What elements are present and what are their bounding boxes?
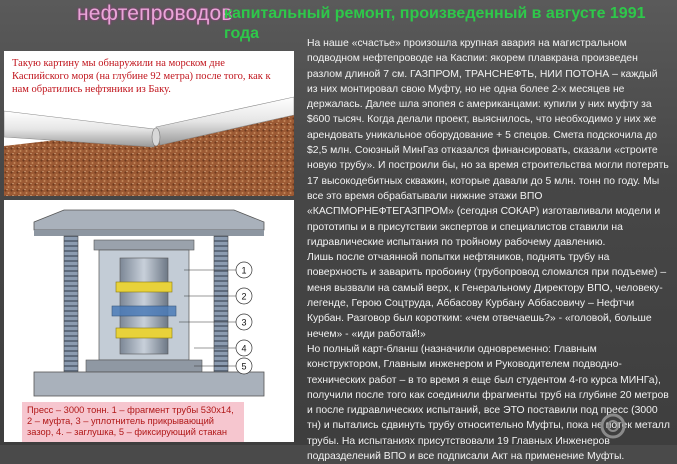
press-caption: Пресс – 3000 тонн. 1 – фрагмент трубы 530х14, 2 – муфта, 3 – уплотнитель прикрывающий зазор, 4. – заглушка, 5 – фиксирующий стакан — [22, 402, 244, 442]
callout-4-label: 4 — [241, 343, 247, 354]
press-diagram — [4, 200, 294, 405]
callout-5-label: 5 — [241, 361, 247, 372]
seabed-pipe-image — [4, 51, 294, 196]
callout-3-label: 3 — [241, 317, 247, 328]
callout-1-label: 1 — [241, 265, 247, 276]
slide-title-left: нефтепроводов — [77, 2, 233, 25]
paragraph-1: На наше «счастье» произошла крупная авария на магистральном подводном нефтепроводе на Каспии: якорем плавкрана произведен разлом длиной 7 см. ГАЗПРОМ, ТРАНСНЕФТЬ, НИИ ПОТОНА – каждый из них монтировал свою Муфту, но не одна более 2-х месяцев не держалась. Далее шла эпопея с американцами: купили у них муфту за $600 тысяч. Когда делали проект, выяснилось, что необходимо у них же арендовать уникальное оборудование + 5 спецов. Смета подскочила до $2,5 млн. Союзный МинГаз отказался финансировать, сказали «строите новую трубу». И построили бы, но за время строительства могли потерять 17 высокодебитных скважин, которые давали до 5 млн. тонн по году. Мы все это время обрабатывали нижние этажи ВПО «КАСПМОРНЕФТЕГАЗПРОМ» (сегодня СОКАР) изготавливали модели и прототипы и в присутствии экспертов и специалистов ставили на гидравлические испытания по тройному рабочему давлению. — [307, 38, 669, 248]
decorative-circle-icon — [598, 411, 628, 441]
callout-2-label: 2 — [241, 291, 247, 302]
paragraph-2: Лишь после отчаянной попытки нефтяников, поднять трубу на поверхность и заварить пробоину (трубопровод сломался при подъеме) – меня вызвали на самый верх, к Генеральному Директору ВПО, человеку-легенде, Герою Соцтруда, Аббасову Курбану Аббасовичу – Нефтчи Курбан. Разговор был коротким: «чем отвечаешь?» - «головой, больше нечем» - «иди работай!» — [307, 252, 667, 340]
seabed-caption: Такую картину мы обнаружили на морском дне Каспийского моря (на глубине 92 метра) после того, как к нам обратились нефтяники из Баку. — [12, 58, 271, 95]
main-text-box[interactable] — [307, 36, 671, 464]
slide-title-right: капитальный ремонт, произведенный в августе 1991 года — [224, 5, 646, 42]
paragraph-3: Но полный карт-бланш (назначили одновременно: Главным конструктором, Главным инженером и Руководителем подводно-технических работ – в то время я еще был студентом 4-го курса МИНГа), получили после того как соединили фрагменты труб на глубине 20 метров и после гидравлических испытаний, все ЭТО поставили под пресс (3000 тн) и пытались сдвинуть трубу относительно Муфты, пока не потек металл трубы. На испытаниях присутствовали 19 Главных Инженеров подразделений ВПО и все подписали Акт на применение Муфты. — [307, 343, 670, 463]
